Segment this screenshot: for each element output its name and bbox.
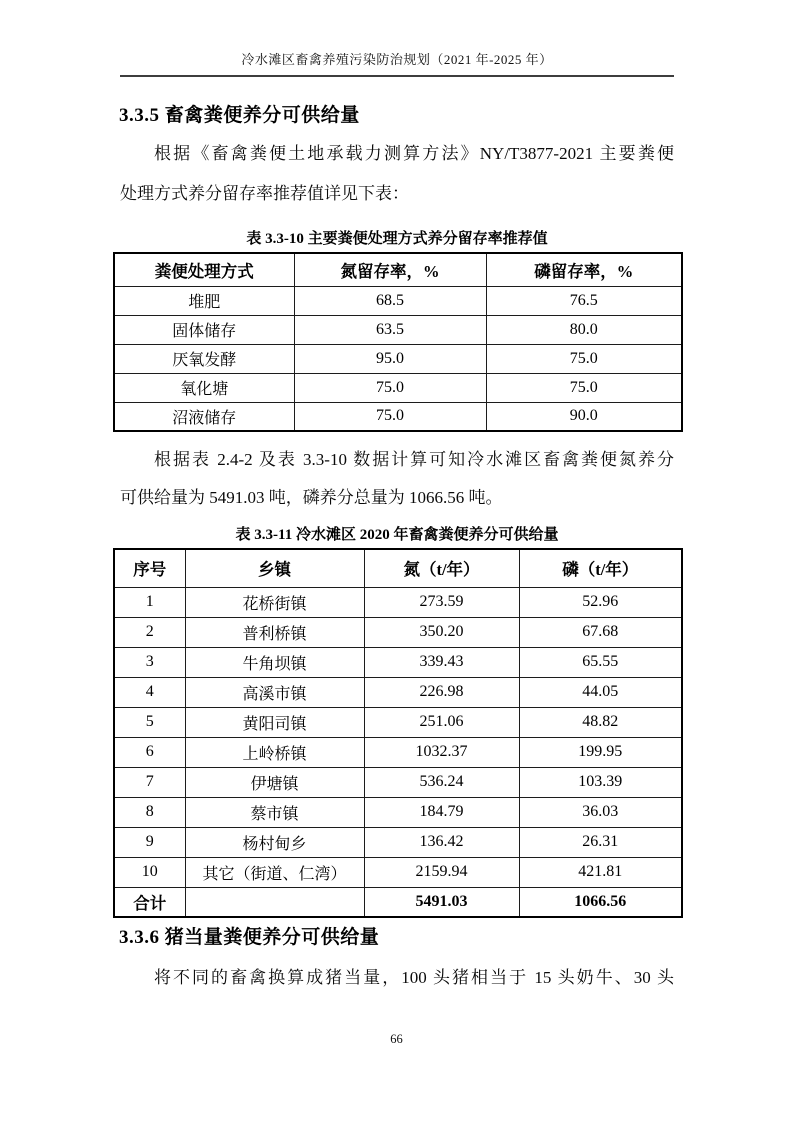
paragraph-line: 可供给量为 5491.03 吨，磷养分总量为 1066.56 吨。 (120, 488, 503, 507)
table-total-row (114, 887, 682, 917)
column-header: 氮留存率，% (294, 253, 486, 286)
table-row (114, 373, 682, 402)
column-header: 氮（t/年） (364, 549, 519, 587)
table-cell: 76.5 (486, 286, 682, 315)
table-cell: 厌氧发酵 (114, 344, 294, 373)
section-heading-3-3-5: 3.3.5 畜禽粪便养分可供给量 (119, 105, 360, 126)
table2-caption: 表 3.3-11 冷水滩区 2020 年畜禽粪便养分可供给量 (235, 527, 559, 543)
table-cell: 其它（街道、仁湾） (185, 857, 364, 887)
table-cell-total-label: 合计 (114, 887, 185, 917)
table-cell: 8 (114, 797, 185, 827)
table-cell: 251.06 (364, 707, 519, 737)
nutrient-retention-table (113, 252, 683, 432)
table-cell: 黄阳司镇 (185, 707, 364, 737)
table-row (114, 767, 682, 797)
township-nutrient-table (113, 548, 683, 918)
table-cell-total-p: 1066.56 (519, 887, 682, 917)
table-row (114, 857, 682, 887)
table-row (114, 797, 682, 827)
table-header-row (114, 549, 682, 587)
table-cell: 75.0 (294, 402, 486, 431)
table-cell: 273.59 (364, 587, 519, 617)
table-cell: 339.43 (364, 647, 519, 677)
table-row (114, 707, 682, 737)
table-cell: 136.42 (364, 827, 519, 857)
table-cell: 95.0 (294, 344, 486, 373)
column-header: 乡镇 (185, 549, 364, 587)
table-cell: 堆肥 (114, 286, 294, 315)
table-cell: 80.0 (486, 315, 682, 344)
table-cell-total-n: 5491.03 (364, 887, 519, 917)
table1-caption: 表 3.3-10 主要粪便处理方式养分留存率推荐值 (246, 231, 548, 247)
table-row (114, 827, 682, 857)
table-cell (185, 887, 364, 917)
table-cell: 固体储存 (114, 315, 294, 344)
table-cell: 75.0 (294, 373, 486, 402)
table-cell: 伊塘镇 (185, 767, 364, 797)
table-cell: 氧化塘 (114, 373, 294, 402)
table-cell: 3 (114, 647, 185, 677)
paragraph-nutrient-totals (120, 441, 674, 517)
table-cell: 7 (114, 767, 185, 797)
table-row (114, 587, 682, 617)
paragraph-intro-retention (120, 134, 674, 214)
table-cell: 4 (114, 677, 185, 707)
table-header-row (114, 253, 682, 286)
table-cell: 6 (114, 737, 185, 767)
table-cell: 350.20 (364, 617, 519, 647)
table-cell: 2159.94 (364, 857, 519, 887)
table-row (114, 402, 682, 431)
table-cell: 67.68 (519, 617, 682, 647)
paragraph-line: 将不同的畜禽换算成猪当量，100 头猪相当于 15 头奶牛、30 头 (154, 968, 674, 987)
table-cell: 沼液储存 (114, 402, 294, 431)
table-row (114, 737, 682, 767)
paragraph-line: 根据表 2.4-2 及表 3.3-10 数据计算可知冷水滩区畜禽粪便氮养分 (154, 450, 674, 469)
table-cell: 牛角坝镇 (185, 647, 364, 677)
table-cell: 5 (114, 707, 185, 737)
table-cell: 普利桥镇 (185, 617, 364, 647)
table-cell: 杨村甸乡 (185, 827, 364, 857)
table-cell: 花桥街镇 (185, 587, 364, 617)
table-cell: 1 (114, 587, 185, 617)
table-row (114, 344, 682, 373)
column-header: 磷（t/年） (519, 549, 682, 587)
table-row (114, 647, 682, 677)
table-cell: 199.95 (519, 737, 682, 767)
table-cell: 75.0 (486, 344, 682, 373)
section-heading-3-3-6: 3.3.6 猪当量粪便养分可供给量 (119, 927, 380, 948)
table-cell: 52.96 (519, 587, 682, 617)
column-header: 磷留存率，% (486, 253, 682, 286)
table-cell: 75.0 (486, 373, 682, 402)
table-row (114, 315, 682, 344)
page-number: 66 (390, 1032, 403, 1046)
paragraph-line: 处理方式养分留存率推荐值详见下表： (120, 184, 409, 203)
table-row (114, 286, 682, 315)
table-cell: 48.82 (519, 707, 682, 737)
table-cell: 9 (114, 827, 185, 857)
table-cell: 44.05 (519, 677, 682, 707)
table-cell: 226.98 (364, 677, 519, 707)
table-cell: 高溪市镇 (185, 677, 364, 707)
paragraph-line: 根据《畜禽粪便土地承载力测算方法》NY/T3877-2021 主要粪便 (154, 144, 674, 163)
table-cell: 536.24 (364, 767, 519, 797)
page-header-title: 冷水滩区畜禽养殖污染防治规划（2021 年-2025 年） (120, 46, 674, 77)
table-cell: 103.39 (519, 767, 682, 797)
table-cell: 10 (114, 857, 185, 887)
table-row (114, 617, 682, 647)
table-cell: 68.5 (294, 286, 486, 315)
table-row (114, 677, 682, 707)
table-cell: 65.55 (519, 647, 682, 677)
table-cell: 26.31 (519, 827, 682, 857)
paragraph-pig-equivalent (120, 958, 674, 998)
column-header: 序号 (114, 549, 185, 587)
table-cell: 1032.37 (364, 737, 519, 767)
table-cell: 421.81 (519, 857, 682, 887)
table-cell: 上岭桥镇 (185, 737, 364, 767)
column-header: 粪便处理方式 (114, 253, 294, 286)
table-cell: 90.0 (486, 402, 682, 431)
table-cell: 36.03 (519, 797, 682, 827)
table-cell: 2 (114, 617, 185, 647)
table-cell: 184.79 (364, 797, 519, 827)
table-cell: 蔡市镇 (185, 797, 364, 827)
table-cell: 63.5 (294, 315, 486, 344)
